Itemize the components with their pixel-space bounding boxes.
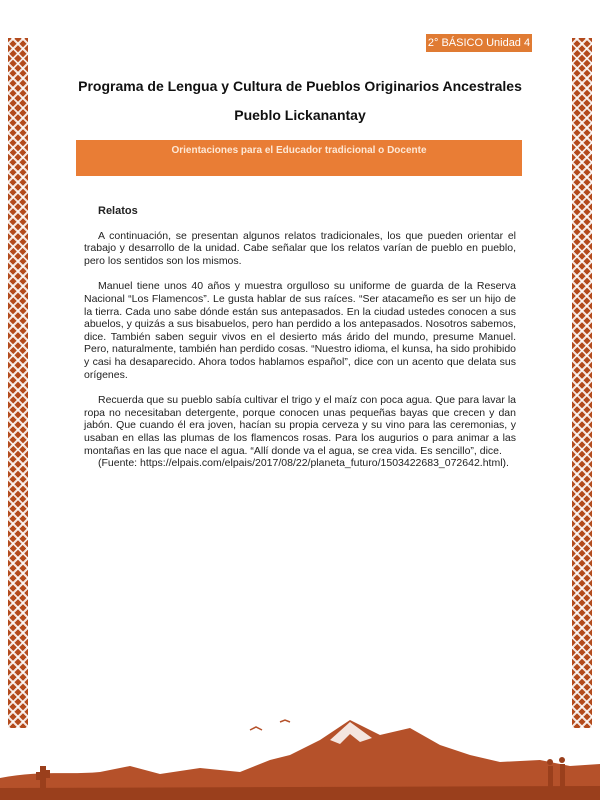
- section-banner: Orientaciones para el Educador tradicional o Docente: [76, 140, 522, 176]
- decorative-border-left: [8, 38, 28, 728]
- grade-unit-badge: 2° BÁSICO Unidad 4: [426, 34, 532, 52]
- source-citation: (Fuente: https://elpais.com/elpais/2017/08/22/planeta_futuro/1503422683_072642.html).: [98, 457, 509, 470]
- paragraph-manuel: Manuel tiene unos 40 años y muestra orgulloso su uniforme de guarda de la Reserva Nacional “Los Flamencos”. Le gusta hablar de sus raíces. “Ser atacameño es ser un hijo de la tierra. Cada uno sabe dónde están sus antepasados. En la ciudad ustedes conocen a sus abuelos, y quizás a sus bisabuelos, pero han perdido a los antepasados. Nosotros sabemos, dice. También saben seguir vivos en el desierto más árido del mundo, presume Manuel. Pero, naturalmente, también han perdido cosas. “Nuestro idioma, el kunsa, ha sido prohibido y casi ha desaparecido. Ahora todos hablamos español”, dice con un acento que delata sus orígenes.: [84, 280, 516, 381]
- landscape-illustration: [0, 700, 600, 800]
- document-body: [84, 205, 516, 470]
- paragraph-intro: A continuación, se presentan algunos relatos tradicionales, los que pueden orientar el trabajo y desarrollo de la unidad. Cabe señalar que los relatos varían de pueblo en pueblo, pero los sentidos son los mismos.: [84, 229, 516, 267]
- decorative-border-right: [572, 38, 592, 728]
- paragraph-recuerda: Recuerda que su pueblo sabía cultivar el trigo y el maíz con poca agua. Que para lavar la ropa no necesitaban detergente, porque conocen unas pequeñas bayas que crecen y dan jabón. Que cuando él era joven, hacían su propia cerveza y su vino para las ceremonias, y usaban en ellas las plumas de los flamencos rosas. Para los augurios o para animar a las montañas en las que nace el agua. “Allí donde va el agua, se crea vida. Es sencillo”, dice.: [84, 394, 516, 457]
- section-heading: Relatos: [98, 205, 138, 217]
- page-subtitle: Pueblo Lickanantay: [234, 107, 366, 123]
- page-title: Programa de Lengua y Cultura de Pueblos Originarios Ancestrales: [78, 78, 522, 94]
